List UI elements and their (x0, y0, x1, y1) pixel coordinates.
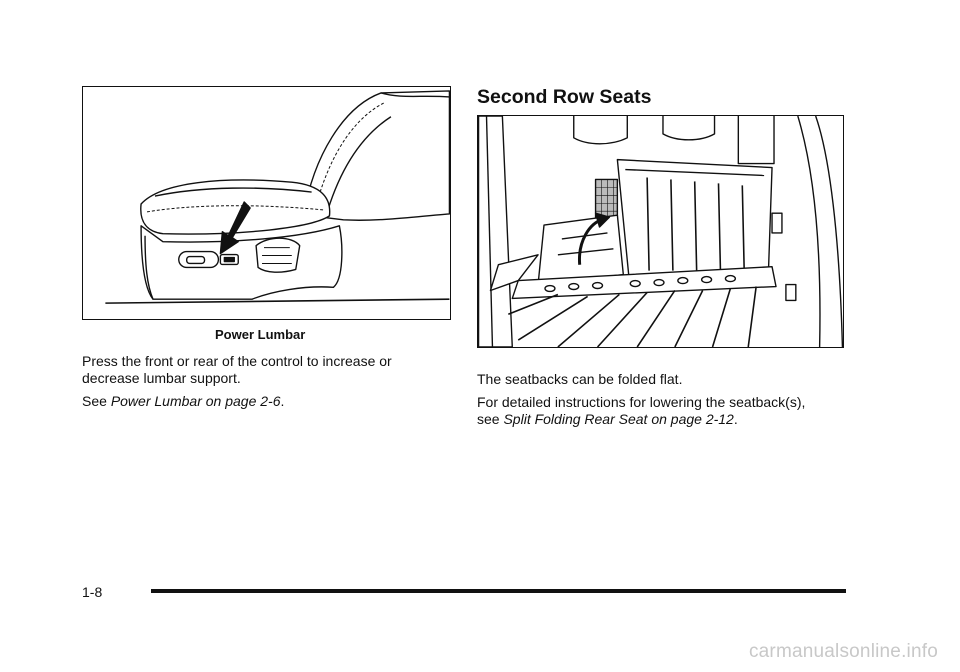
section-heading: Second Row Seats (477, 86, 652, 108)
watermark: carmanualsonline.info (748, 641, 938, 662)
second-row-seats-illustration (477, 115, 844, 348)
power-lumbar-link[interactable]: Power Lumbar on page 2-6 (110, 393, 281, 409)
figure-caption-power-lumbar: Power Lumbar (215, 327, 306, 342)
footer-rule (151, 589, 846, 593)
lumbar-paragraph: Press the front or rear of the control to increase or decrease lumbar support. (82, 353, 392, 386)
split-folding-rear-seat-link[interactable]: Split Folding Rear Seat on page 2-12 (503, 411, 734, 427)
see-reference (82, 393, 284, 410)
lowering-suffix: . (733, 411, 738, 427)
page-number: 1-8 (82, 584, 103, 600)
lowering-prefix: For detailed instructions for lowering the seatback(s), see (477, 394, 806, 427)
power-lumbar-illustration (82, 86, 451, 320)
lowering-instructions-paragraph (477, 394, 827, 428)
see-prefix: See (82, 393, 111, 409)
fold-flat-paragraph: The seatbacks can be folded flat. (477, 371, 683, 387)
see-suffix: . (280, 393, 285, 409)
